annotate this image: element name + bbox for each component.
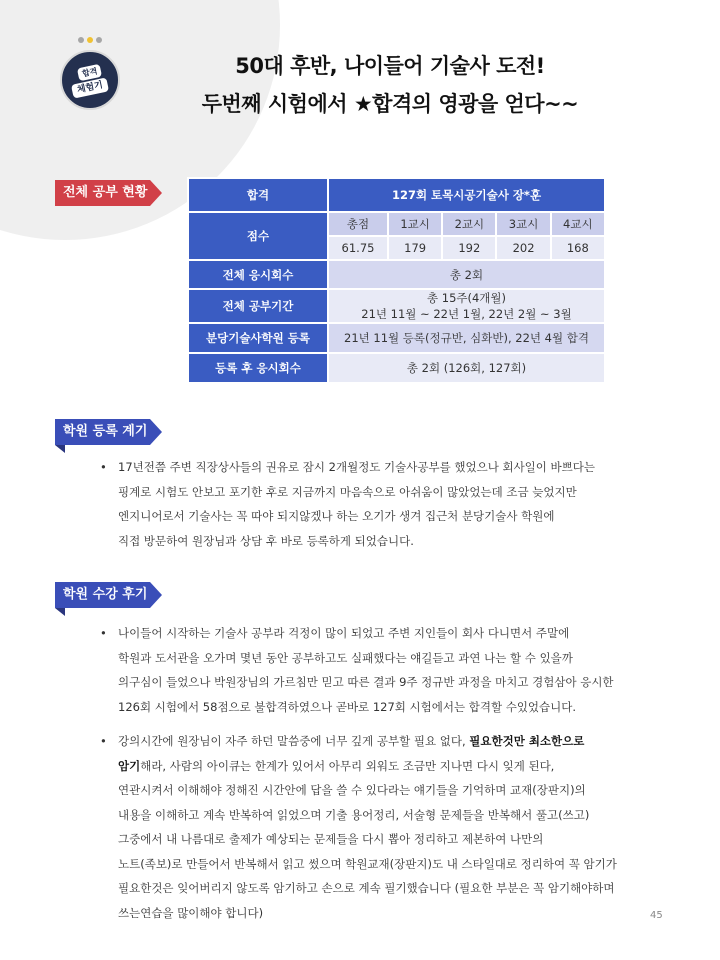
text-span: 해라, 사람의 아이큐는 한계가 있어서 아무리 외워도 조금만 지나면 다시 잊게 된다, (140, 758, 555, 773)
text-line: 126회 시험에서 58점으로 불합격하였으나 곧바로 127회 시험에서는 합격할 수있었습니다. (118, 699, 577, 714)
registration-value: 21년 11월 등록(정규반, 심화반), 22년 4월 합격 (328, 323, 605, 353)
table-row (188, 289, 605, 323)
bold-text: 암기 (118, 758, 141, 773)
header-value-cell: 127회 토목시공기술사 장*훈 (328, 178, 605, 212)
study-period-range: 21년 11월 ~ 22년 1월, 22년 2월 ~ 3월 (361, 307, 572, 321)
score-val-1: 179 (388, 236, 442, 260)
text-line: 그중에서 내 나름대로 출제가 예상되는 문제들을 다시 뽑아 정리하고 제본하여 나만의 (118, 832, 544, 846)
dot-2 (87, 37, 93, 43)
table-row (188, 353, 605, 383)
study-period-label: 전체 공부기간 (188, 289, 328, 323)
dot-3 (96, 37, 102, 43)
text-line: 학원과 도서관을 오가며 몇년 동안 공부하고도 실패했다는 얘길듣고 과연 나는 할 수 있을까 (118, 650, 573, 665)
text-line: 직접 방문하여 원장님과 상담 후 바로 등록하게 되었습니다. (118, 533, 414, 548)
score-col-2: 2교시 (442, 212, 496, 236)
table-row (188, 323, 605, 353)
score-col-4: 4교시 (551, 212, 605, 236)
score-label-cell: 점수 (188, 212, 328, 260)
decorative-dots (78, 37, 102, 43)
tag-fold-shadow (55, 445, 65, 453)
score-col-1: 1교시 (388, 212, 442, 236)
section-tag-course-review: 학원 수강 후기 (55, 582, 150, 608)
attempts-label: 전체 응시회수 (188, 260, 328, 289)
section-tag-registration-reason: 학원 등록 계기 (55, 419, 150, 445)
logo-text-2: 체험기 (71, 77, 109, 98)
text-line: 나이들어 시작하는 기술사 공부라 걱정이 많이 되었고 주변 지인들이 회사 다니면서 주말에 (118, 626, 570, 640)
table-row (188, 178, 605, 212)
study-period-total: 총 15주(4개월) (426, 291, 506, 305)
study-summary-table (187, 177, 606, 384)
text-line: 엔지니어로서 기술사는 꼭 따야 되지않겠나 하는 오기가 생겨 집근처 분당기술사 학원에 (118, 509, 555, 523)
study-period-value (328, 289, 605, 323)
bullet: • (100, 734, 107, 748)
text-span: 강의시간에 원장님이 자주 하던 말씀중에 너무 깊게 공부할 필요 없다, (118, 734, 470, 748)
attempts-value: 총 2회 (328, 260, 605, 289)
score-val-total: 61.75 (328, 236, 388, 260)
registration-label: 분당기술사학원 등록 (188, 323, 328, 353)
attempts-after-value: 총 2회 (126회, 127회) (328, 353, 605, 383)
score-val-2: 192 (442, 236, 496, 260)
table-row (188, 212, 605, 236)
text-line: 내용을 이해하고 계속 반복하여 읽었으며 기출 용어정리, 서술형 문제들을 반복해서 풀고(쓰고) (118, 807, 590, 822)
text-line: 핑계로 시험도 안보고 포기한 후로 지금까지 마음속으로 아쉬움이 많았었는데 조금 늦었지만 (118, 484, 577, 499)
review-paragraph-1 (100, 621, 670, 719)
bullet: • (100, 626, 107, 640)
tag-fold-shadow (55, 608, 65, 616)
text-line (118, 754, 670, 779)
text-line: 17년전쯤 주변 직장상사들의 권유로 잠시 2개월정도 기술사공부를 했었으나 회사일이 바쁘다는 (118, 460, 595, 474)
bullet: • (100, 460, 107, 474)
text-line: 연관시켜서 이해해야 정해진 시간안에 답을 쓸 수 있다라는 얘기들을 기억하며 교재(장판지)의 (118, 783, 586, 797)
page-title-line2: 두번째 시험에서 ★합격의 영광을 얻다~~ (201, 92, 579, 116)
logo-text-1: 합격 (77, 63, 103, 81)
text-line: 쓰는연습을 많이해야 합니다) (118, 905, 264, 920)
score-col-total: 총점 (328, 212, 388, 236)
header-label-cell: 합격 (188, 178, 328, 212)
dot-1 (78, 37, 84, 43)
text-line: 필요한것은 잊어버리지 않도록 암기하고 손으로 계속 필기했습니다 (필요한 부분은 꼭 암기해야하며 (118, 881, 615, 895)
review-paragraph-2 (100, 729, 670, 925)
text-line (118, 729, 670, 754)
registration-reason-paragraph (100, 455, 670, 553)
table-row (188, 260, 605, 289)
score-val-3: 202 (496, 236, 550, 260)
text-line: 노트(족보)로 만들어서 반복해서 읽고 썼으며 학원교재(장판지)도 내 스타일대로 정리하여 꼭 암기가 (118, 856, 617, 871)
score-col-3: 3교시 (496, 212, 550, 236)
section-tag-study-status: 전체 공부 현황 (55, 180, 150, 206)
score-val-4: 168 (551, 236, 605, 260)
page-title-line1: 50대 후반, 나이들어 기술사 도전! (235, 54, 545, 78)
bold-text: 필요한것만 최소한으로 (469, 734, 585, 748)
text-line: 의구심이 들었으나 박원장님의 가르침만 믿고 따른 결과 9주 정규반 과정을 마치고 경험삼아 응시한 (118, 675, 614, 689)
page-number: 45 (650, 910, 663, 921)
pass-review-logo (60, 50, 120, 110)
attempts-after-label: 등록 후 응시회수 (188, 353, 328, 383)
